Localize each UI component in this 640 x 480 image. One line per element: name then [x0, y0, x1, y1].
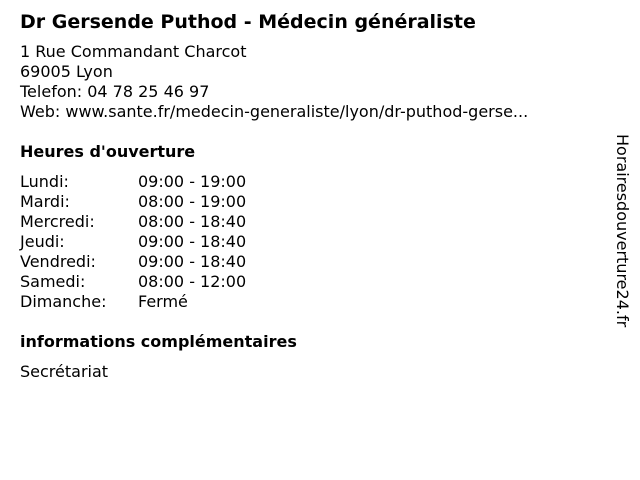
opening-hours-list: [20, 172, 600, 312]
opening-hours-heading: Heures d'ouverture: [20, 142, 196, 161]
time-value: 09:00 - 18:40: [138, 232, 247, 251]
hours-row-saturday: [20, 272, 600, 292]
time-value: 08:00 - 19:00: [138, 192, 247, 211]
phone-line: Telefon: 04 78 25 46 97: [20, 82, 210, 101]
time-value: 08:00 - 12:00: [138, 272, 247, 291]
hours-row-monday: [20, 172, 600, 192]
hours-row-thursday: [20, 232, 600, 252]
day-label: Lundi:: [20, 172, 69, 191]
hours-row-friday: [20, 252, 600, 272]
hours-row-sunday: [20, 292, 600, 312]
additional-info-heading: informations complémentaires: [20, 332, 297, 351]
day-label: Mardi:: [20, 192, 70, 211]
hours-row-tuesday: [20, 192, 600, 212]
hours-row-wednesday: [20, 212, 600, 232]
listing-content: [20, 10, 600, 382]
day-label: Dimanche:: [20, 292, 107, 311]
day-label: Vendredi:: [20, 252, 96, 271]
time-value: 08:00 - 18:40: [138, 212, 247, 231]
address-street: 1 Rue Commandant Charcot: [20, 42, 247, 61]
additional-info-text: Secrétariat: [20, 362, 109, 381]
time-value: 09:00 - 19:00: [138, 172, 247, 191]
day-label: Jeudi:: [20, 232, 65, 251]
day-label: Mercredi:: [20, 212, 95, 231]
day-label: Samedi:: [20, 272, 86, 291]
page-title: Dr Gersende Puthod - Médecin généraliste: [20, 11, 476, 33]
time-value: Fermé: [138, 292, 188, 311]
time-value: 09:00 - 18:40: [138, 252, 247, 271]
address-city: 69005 Lyon: [20, 62, 113, 81]
site-brand-vertical: Horairesdouverture24.fr: [613, 134, 632, 328]
web-line: Web: www.sante.fr/medecin-generaliste/lyon/dr-puthod-gerse...: [20, 102, 529, 121]
